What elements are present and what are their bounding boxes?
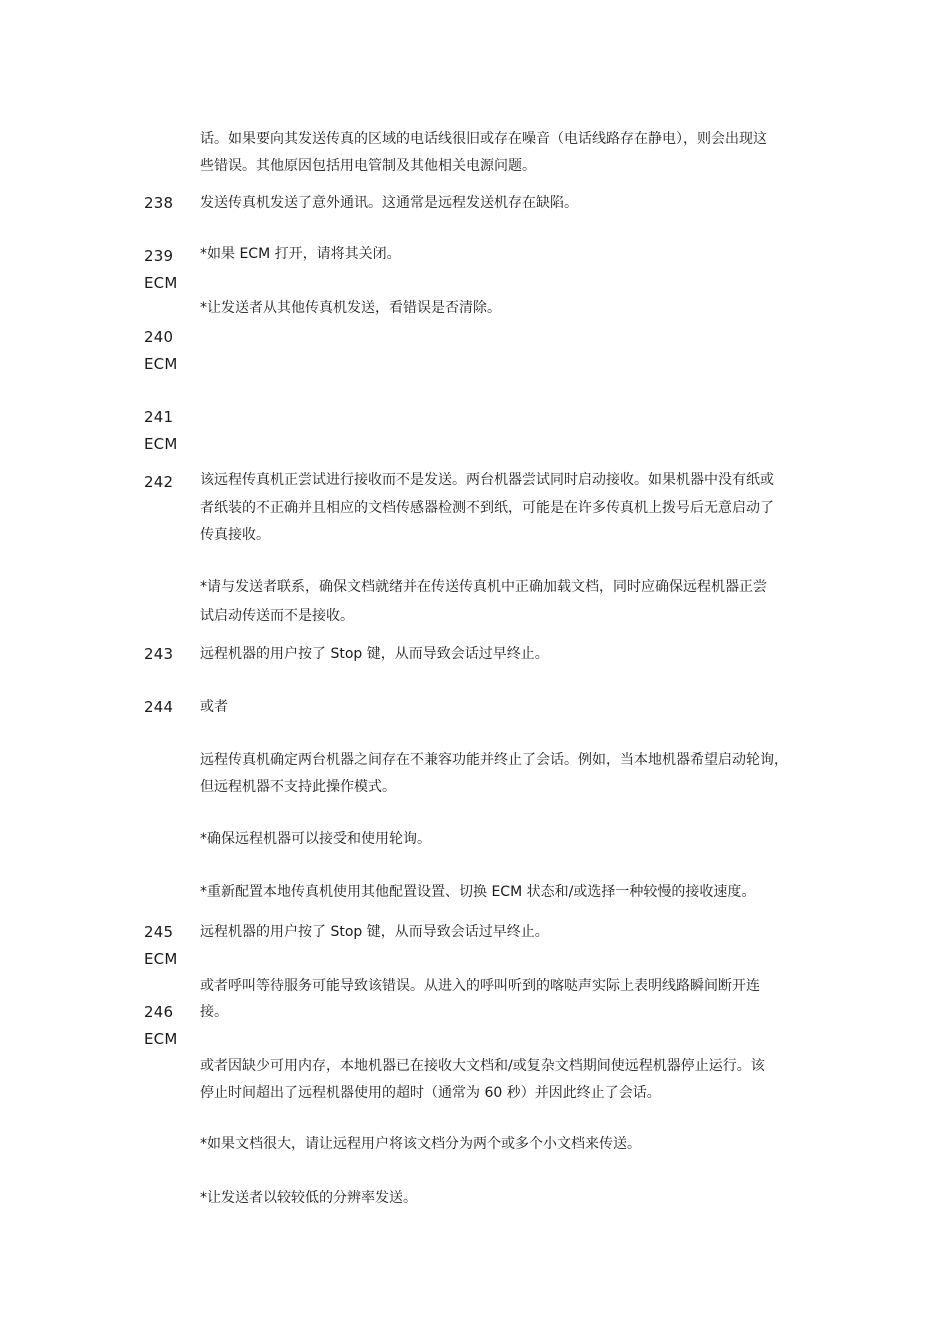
paragraph-line: 远程机器的用户按了 Stop 键，从而导致会话过早终止。 — [200, 646, 549, 662]
paragraph-line: 或者因缺少可用内存，本地机器已在接收大文档和/或复杂文档期间使远程机器停止运行。该 — [200, 1058, 765, 1074]
paragraph-line: *让发送者从其他传真机发送，看错误是否清除。 — [200, 300, 501, 316]
error-code: 242 — [144, 473, 174, 491]
paragraph-line: 或者 — [200, 699, 228, 715]
paragraph-line: *确保远程机器可以接受和使用轮询。 — [200, 831, 431, 847]
error-code: 246 — [144, 1003, 174, 1021]
paragraph-line: 传真接收。 — [200, 527, 270, 543]
paragraph-line: 试启动传送而不是接收。 — [200, 608, 354, 624]
paragraph-line: *重新配置本地传真机使用其他配置设置、切换 ECM 状态和/或选择一种较慢的接收速度。 — [200, 884, 756, 900]
paragraph-line: 发送传真机发送了意外通讯。这通常是远程发送机存在缺陷。 — [200, 195, 578, 211]
paragraph-line: 者纸装的不正确并且相应的文档传感器检测不到纸，可能是在许多传真机上拨号后无意启动了 — [200, 500, 774, 516]
error-code: 244 — [144, 698, 174, 716]
paragraph-line: 该远程传真机正尝试进行接收而不是发送。两台机器尝试同时启动接收。如果机器中没有纸或 — [200, 472, 774, 488]
paragraph-line: *如果文档很大，请让远程用户将该文档分为两个或多个小文档来传送。 — [200, 1136, 641, 1152]
error-code: 240 — [144, 328, 174, 346]
paragraph-line: 些错误。其他原因包括用电管制及其他相关电源问题。 — [200, 158, 536, 174]
error-code: 239 — [144, 247, 174, 265]
error-code: 238 — [144, 194, 174, 212]
error-code: 243 — [144, 645, 174, 663]
error-code-mode: ECM — [144, 274, 178, 292]
paragraph-line: 但远程机器不支持此操作模式。 — [200, 779, 396, 795]
paragraph-line: 或者呼叫等待服务可能导致该错误。从进入的呼叫听到的喀哒声实际上表明线路瞬间断开连 — [200, 978, 760, 994]
paragraph-line: 远程机器的用户按了 Stop 键，从而导致会话过早终止。 — [200, 924, 549, 940]
error-code-mode: ECM — [144, 1030, 178, 1048]
paragraph-line: 话。如果要向其发送传真的区域的电话线很旧或存在噪音（电话线路存在静电），则会出现这 — [200, 131, 767, 147]
error-code-mode: ECM — [144, 950, 178, 968]
paragraph-line: 接。 — [200, 1004, 228, 1020]
paragraph-line: 远程传真机确定两台机器之间存在不兼容功能并终止了会话。例如，当本地机器希望启动轮询， — [200, 752, 788, 768]
error-code: 241 — [144, 408, 174, 426]
error-code-mode: ECM — [144, 435, 178, 453]
paragraph-line: *如果 ECM 打开，请将其关闭。 — [200, 246, 401, 262]
error-code: 245 — [144, 923, 174, 941]
paragraph-line: *让发送者以较较低的分辨率发送。 — [200, 1190, 417, 1206]
error-code-mode: ECM — [144, 355, 178, 373]
paragraph-line: 停止时间超出了远程机器使用的超时（通常为 60 秒）并因此终止了会话。 — [200, 1085, 661, 1101]
paragraph-line: *请与发送者联系，确保文档就绪并在传送传真机中正确加载文档，同时应确保远程机器正尝 — [200, 579, 767, 595]
